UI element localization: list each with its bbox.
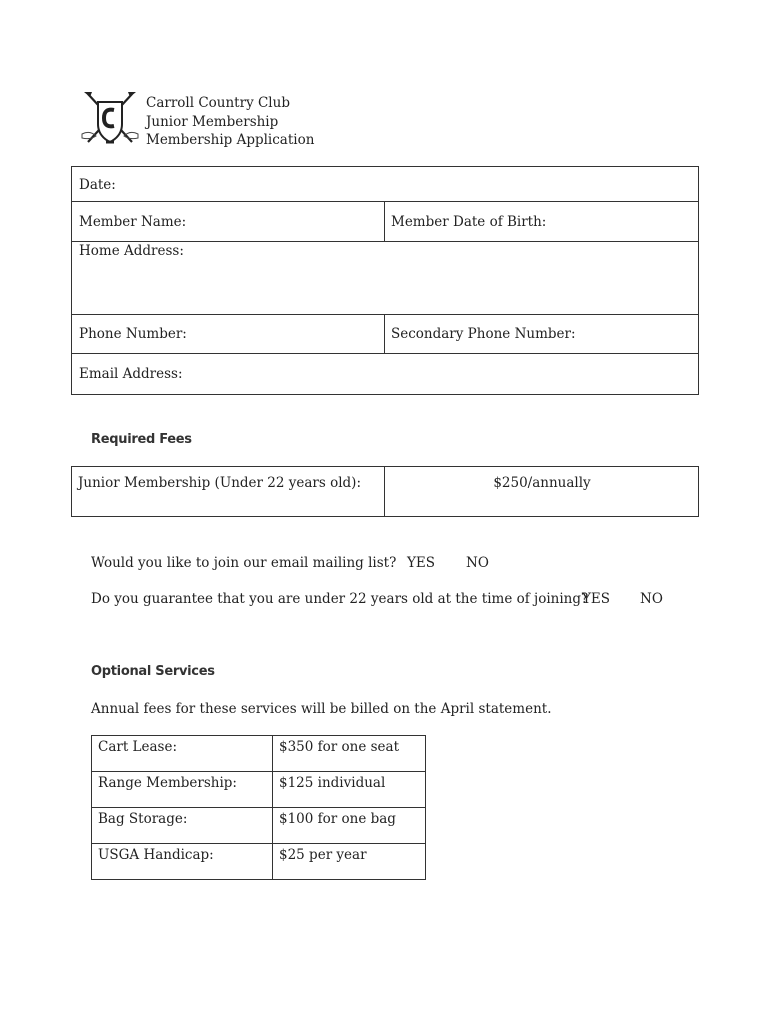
secondary-phone-field[interactable]	[385, 315, 698, 353]
date-of-birth-label: Member Date of Birth:	[391, 214, 547, 230]
service-price: $100 for one bag	[273, 808, 426, 844]
age-guarantee-no-option[interactable]: NO	[640, 591, 663, 607]
service-price: $25 per year	[273, 844, 426, 880]
home-address-label: Home Address:	[79, 243, 184, 259]
date-label: Date:	[79, 177, 116, 193]
optional-services-table	[91, 735, 426, 880]
member-name-field[interactable]	[72, 202, 384, 241]
optional-services-heading: Optional Services	[91, 664, 215, 679]
email-list-yes-option[interactable]: YES	[407, 555, 436, 571]
date-of-birth-field[interactable]	[385, 202, 698, 241]
question-text: Would you like to join our email mailing list?	[91, 555, 397, 571]
home-address-field[interactable]	[72, 242, 698, 314]
age-guarantee-yes-option[interactable]: YES	[582, 591, 611, 607]
question-text: Do you guarantee that you are under 22 years old at the time of joining?	[91, 591, 589, 607]
form-title: Membership Application	[146, 132, 315, 148]
service-name: Bag Storage:	[92, 808, 273, 844]
junior-membership-label: Junior Membership (Under 22 years old):	[78, 475, 361, 491]
member-name-label: Member Name:	[79, 214, 187, 230]
junior-membership-price: $250/annually	[493, 475, 591, 491]
email-address-field[interactable]	[72, 354, 698, 394]
phone-number-label: Phone Number:	[79, 326, 187, 342]
member-info-form	[71, 166, 699, 395]
email-address-label: Email Address:	[79, 366, 183, 382]
service-price: $125 individual	[273, 772, 426, 808]
header	[80, 90, 400, 150]
table-row	[92, 808, 426, 844]
club-name: Carroll Country Club	[146, 95, 290, 111]
table-row	[92, 844, 426, 880]
table-row	[92, 736, 426, 772]
service-name: Range Membership:	[92, 772, 273, 808]
secondary-phone-label: Secondary Phone Number:	[391, 326, 576, 342]
email-list-no-option[interactable]: NO	[466, 555, 489, 571]
date-field[interactable]	[72, 167, 698, 201]
program-name: Junior Membership	[146, 113, 279, 130]
question-email-list	[91, 555, 396, 571]
service-name: Cart Lease:	[92, 736, 273, 772]
service-price: $350 for one seat	[273, 736, 426, 772]
required-fees-table	[71, 466, 699, 517]
question-age-guarantee	[91, 591, 588, 607]
club-crest-logo	[80, 90, 140, 150]
table-row	[92, 772, 426, 808]
service-name: USGA Handicap:	[92, 844, 273, 880]
phone-number-field[interactable]	[72, 315, 384, 353]
optional-services-note: Annual fees for these services will be billed on the April statement.	[91, 701, 552, 717]
required-fees-heading: Required Fees	[91, 432, 192, 447]
